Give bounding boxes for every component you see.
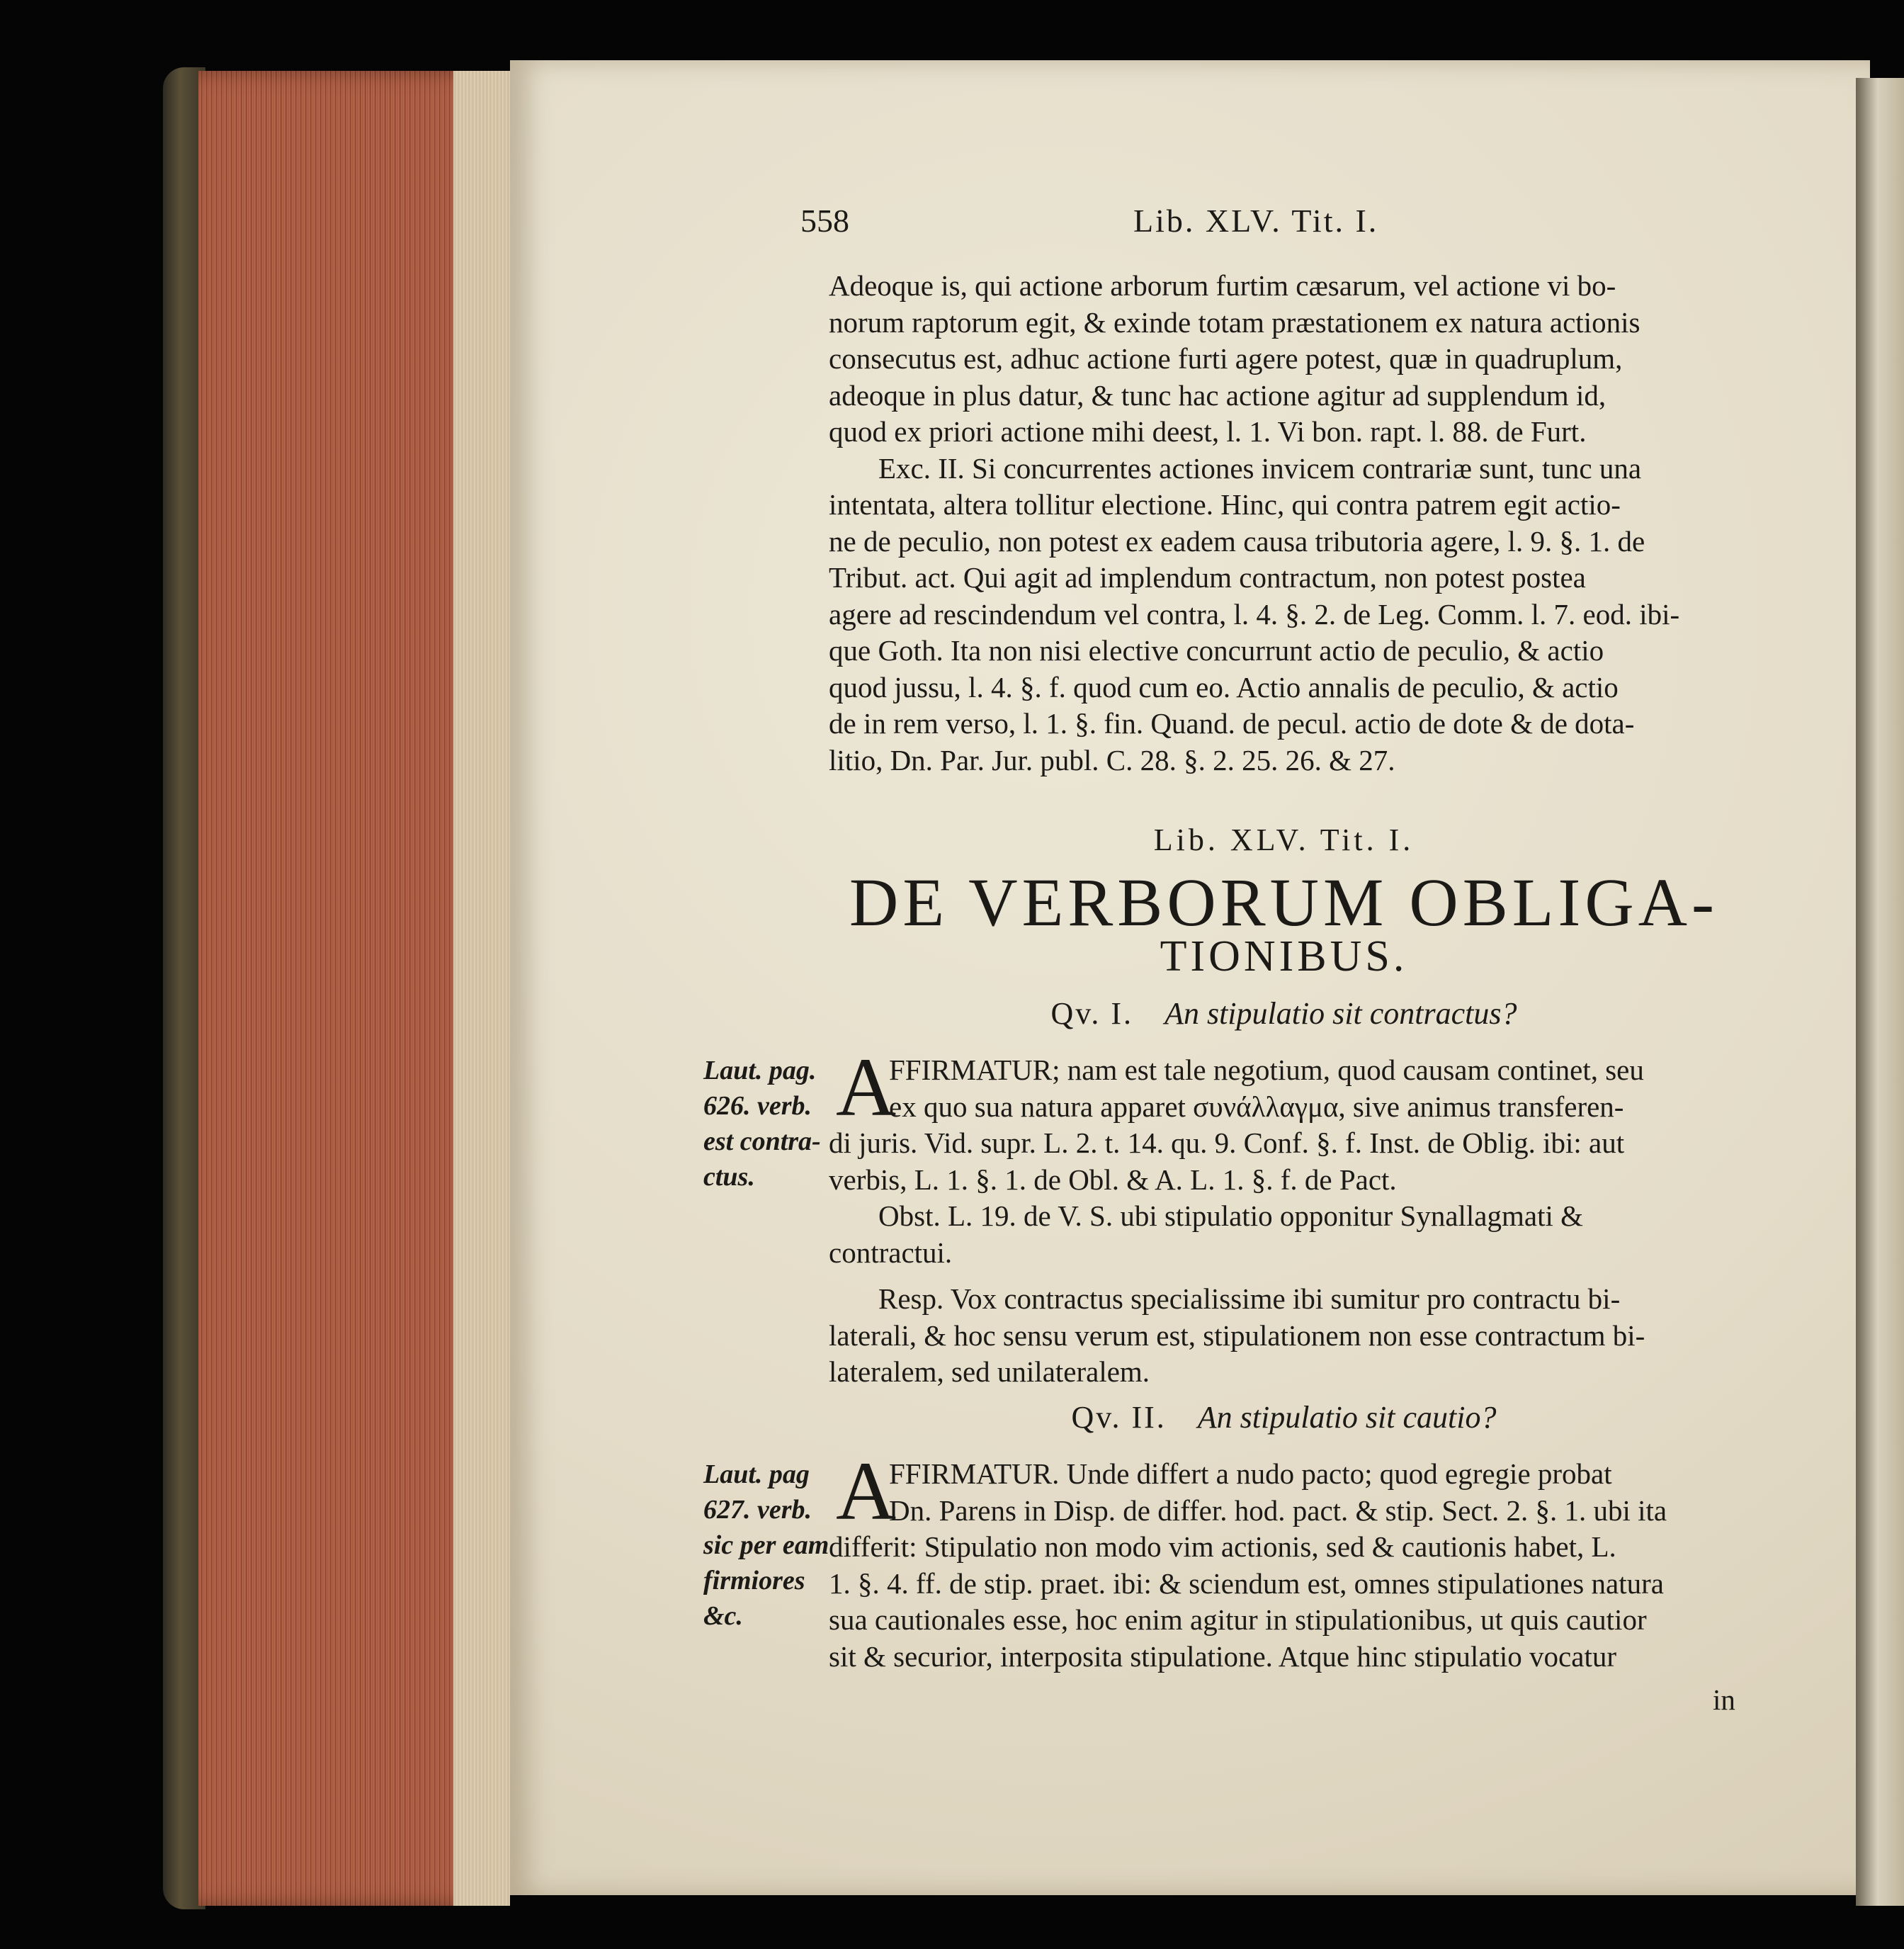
section-title-line1: DE VERBORUM OBLIGA-	[849, 864, 1718, 940]
section-head: Lib. XLV. Tit. I.	[1153, 823, 1415, 857]
text-line: verbis, L. 1. §. 1. de Obl. & A. L. 1. §. f. de Pact.	[829, 1163, 1397, 1196]
margin-note-line: 627. verb.	[703, 1495, 812, 1525]
text-line: Tribut. act. Qui agit ad implendum contractum, non potest postea	[829, 561, 1586, 594]
question-2-label: Qv. II.	[1071, 1400, 1167, 1435]
text-line: sua cautionales esse, hoc enim agitur in stipulationibus, ut quis cautior	[829, 1603, 1647, 1636]
book-gutter	[1856, 78, 1904, 1906]
margin-note-line: est contra-	[703, 1126, 821, 1156]
question-1-heading	[829, 995, 1739, 1032]
text-line: Obst. L. 19. de V. S. ubi stipulatio opponitur Synallagmati &	[878, 1199, 1584, 1232]
margin-note-2	[703, 1457, 831, 1634]
text-line: contractui.	[829, 1236, 953, 1269]
text-line: consecutus est, adhuc actione furti agere potest, quæ in quadruplum,	[829, 342, 1623, 375]
text-line: 1. §. 4. ff. de stip. praet. ibi: & sciendum est, omnes stipulationes natura	[829, 1566, 1664, 1600]
text-line: agere ad rescindendum vel contra, l. 4. §. 2. de Leg. Comm. l. 7. eod. ibi-	[829, 597, 1680, 631]
margin-note-line: Laut. pag	[703, 1459, 810, 1489]
text-line: laterali, & hoc sensu verum est, stipulationem non esse contractum bi-	[829, 1318, 1645, 1352]
text-line: intentata, altera tollitur electione. Hinc, qui contra patrem egit actio-	[829, 488, 1621, 521]
question-2-text: An stipulatio sit cautio?	[1197, 1400, 1497, 1435]
text-line: Adeoque is, qui actione arborum furtim cæsarum, vel actione vi bo-	[829, 269, 1616, 302]
margin-note-line: 626. verb.	[703, 1091, 812, 1121]
text-line: quod jussu, l. 4. §. f. quod cum eo. Actio annalis de peculio, & actio	[829, 670, 1619, 704]
text-line: Dn. Parens in Disp. de differ. hod. pact. & stip. Sect. 2. §. 1. ubi ita	[889, 1493, 1667, 1527]
question-1-label: Qv. I.	[1050, 996, 1134, 1031]
text-line: lateralem, sed unilateralem.	[829, 1355, 1150, 1388]
question-2-body	[829, 1445, 1739, 1675]
text-line: de in rem verso, l. 1. §. fin. Quand. de pecul. actio de dote & de dota-	[829, 707, 1635, 740]
margin-note-line: ctus.	[703, 1162, 755, 1192]
margin-note-line: firmiores	[703, 1566, 805, 1595]
page-number: 558	[800, 203, 849, 239]
dropcap-1: A	[836, 1041, 897, 1134]
question-2-heading	[829, 1399, 1739, 1435]
margin-note-line: &c.	[703, 1601, 743, 1631]
text-line: quod ex priori actione mihi deest, l. 1. Vi bon. rapt. l. 88. de Furt.	[829, 415, 1587, 448]
catchword: in	[1713, 1683, 1735, 1716]
text-line: Exc. II. Si concurrentes actiones invicem contrariæ sunt, tunc una	[878, 451, 1642, 485]
margin-note-1	[703, 1053, 831, 1194]
top-text-block	[829, 268, 1739, 779]
question-1-text: An stipulatio sit contractus?	[1164, 996, 1517, 1031]
margin-note-line: Laut. pag.	[703, 1056, 817, 1085]
page-edges-light	[453, 71, 510, 1906]
running-head-title: Lib. XLV. Tit. I.	[1133, 203, 1379, 239]
text-line: ex quo sua natura apparet συνάλλαγμα, sive animus transferen-	[889, 1090, 1624, 1123]
text-line: adeoque in plus datur, & tunc hac actione agitur ad supplendum id,	[829, 378, 1606, 412]
text-line: sit & securior, interposita stipulatione. Atque hinc stipulatio vocatur	[829, 1639, 1616, 1673]
text-line: litio, Dn. Par. Jur. publ. C. 28. §. 2. 25. 26. & 27.	[829, 743, 1395, 776]
dropcap-2: A	[836, 1445, 897, 1537]
text-line: differit: Stipulatio non modo vim actionis, sed & cautionis habet, L.	[829, 1530, 1616, 1563]
text-line: FFIRMATUR; nam est tale negotium, quod causam continet, seu	[889, 1053, 1644, 1086]
text-line: di juris. Vid. supr. L. 2. t. 14. qu. 9. Conf. §. f. Inst. de Oblig. ibi: aut	[829, 1126, 1625, 1159]
text-line: FFIRMATUR. Unde differt a nudo pacto; quod egregie probat	[889, 1457, 1612, 1490]
text-line: ne de peculio, non potest ex eadem causa tributoria agere, l. 9. §. 1. de	[829, 524, 1645, 558]
section-title-line2: TIONIBUS.	[1160, 932, 1408, 981]
margin-note-line: sic per eam	[703, 1530, 829, 1560]
text-line: norum raptorum egit, & exinde totam præstationem ex natura actionis	[829, 305, 1640, 339]
question-1-body	[829, 1041, 1739, 1391]
text-line: que Goth. Ita non nisi elective concurrunt actio de peculio, & actio	[829, 634, 1604, 667]
text-line: Resp. Vox contractus specialissime ibi sumitur pro contractu bi-	[878, 1282, 1621, 1315]
